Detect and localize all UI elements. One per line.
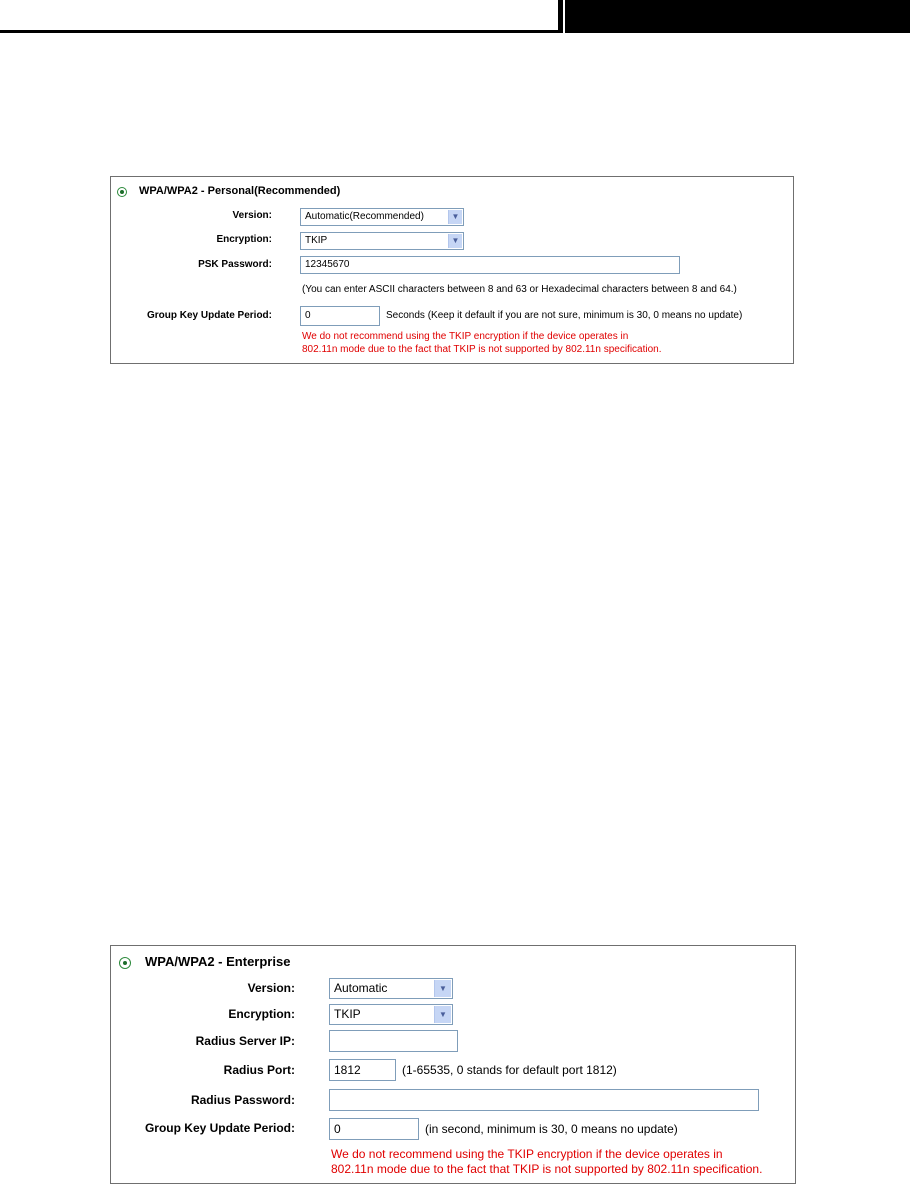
encryption-label: Encryption: [228, 1007, 295, 1021]
version-select-value: Automatic(Recommended) [305, 211, 424, 222]
chevron-down-icon[interactable]: ▼ [434, 1006, 451, 1023]
psk-password-input[interactable]: 12345670 [300, 256, 680, 274]
radius-port-hint: (1-65535, 0 stands for default port 1812) [402, 1063, 617, 1077]
radius-port-label: Radius Port: [223, 1063, 295, 1077]
group-key-update-input[interactable]: 0 [300, 306, 380, 326]
wpa-enterprise-panel [110, 945, 796, 1184]
radius-password-input[interactable] [329, 1089, 759, 1111]
encryption-label: Encryption: [216, 234, 272, 245]
group-key-update-hint: (in second, minimum is 30, 0 means no update) [425, 1122, 678, 1136]
version-label: Version: [232, 210, 272, 221]
personal-radio-button[interactable] [117, 187, 127, 197]
tkip-warning-line-1: We do not recommend using the TKIP encryption if the device operates in [331, 1147, 723, 1161]
group-key-update-label: Group Key Update Period: [144, 1121, 295, 1135]
version-label: Version: [247, 981, 295, 995]
encryption-select[interactable] [300, 232, 464, 250]
tkip-warning-line-2: 802.11n mode due to the fact that TKIP is not supported by 802.11n specification. [331, 1162, 763, 1177]
psk-password-label: PSK Password: [198, 259, 272, 270]
header-rule [0, 30, 558, 33]
chevron-down-icon[interactable]: ▼ [448, 234, 462, 248]
enterprise-title: WPA/WPA2 - Enterprise [145, 954, 291, 969]
chevron-down-icon[interactable]: ▼ [448, 210, 462, 224]
group-key-update-label: Group Key Update Period: [146, 310, 272, 321]
encryption-select[interactable] [329, 1004, 453, 1025]
tkip-warning [302, 331, 662, 357]
header-bar [558, 0, 910, 33]
chevron-down-icon[interactable]: ▼ [434, 980, 451, 997]
radius-port-input[interactable]: 1812 [329, 1059, 396, 1081]
enterprise-radio-button[interactable] [119, 957, 131, 969]
wpa-personal-panel [110, 176, 794, 364]
radius-server-ip-label: Radius Server IP: [195, 1034, 295, 1048]
tkip-warning-line-2: 802.11n mode due to the fact that TKIP is not supported by 802.11n specification. [302, 343, 662, 355]
tkip-warning-line-1: We do not recommend using the TKIP encryption if the device operates in [302, 331, 629, 342]
psk-password-hint: (You can enter ASCII characters between 8 and 63 or Hexadecimal characters between 8 and 64.) [302, 284, 737, 295]
radius-server-ip-input[interactable] [329, 1030, 458, 1052]
version-select[interactable] [300, 208, 464, 226]
radius-password-label: Radius Password: [190, 1093, 295, 1107]
version-select[interactable] [329, 978, 453, 999]
group-key-update-input[interactable]: 0 [329, 1118, 419, 1140]
encryption-select-value: TKIP [334, 1007, 361, 1021]
group-key-update-hint: Seconds (Keep it default if you are not sure, minimum is 30, 0 means no update) [386, 310, 743, 321]
personal-title: WPA/WPA2 - Personal(Recommended) [139, 185, 341, 197]
tkip-warning [331, 1147, 762, 1178]
version-select-value: Automatic [334, 981, 388, 995]
encryption-select-value: TKIP [305, 235, 328, 246]
